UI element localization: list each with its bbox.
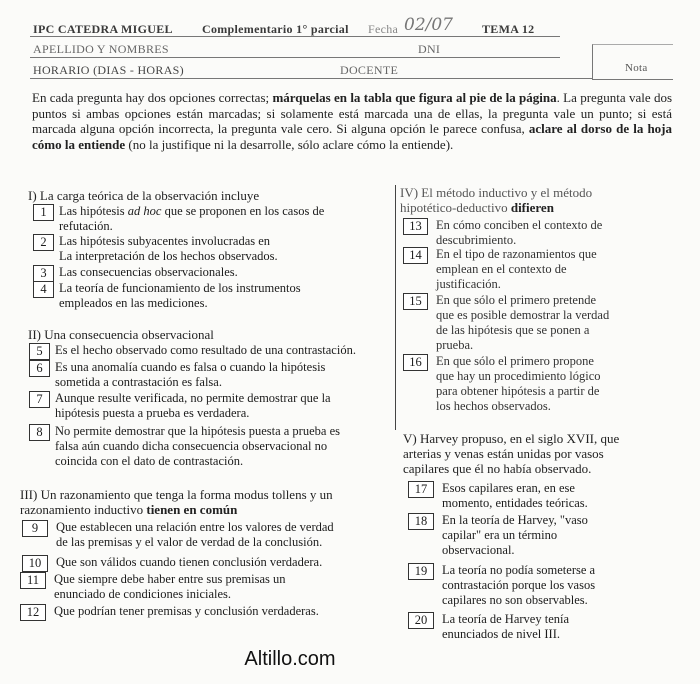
item-text: falsa aún cuando dicha consecuencia observacional no: [55, 439, 328, 453]
item-text: Es una anomalía cuando es falsa o cuando la hipótesis: [55, 360, 326, 374]
option-number[interactable]: 16: [403, 354, 428, 371]
item-text: Que podrían tener premisas y conclusión verdaderas.: [54, 604, 319, 618]
item-text: que se proponen en los casos de: [161, 204, 325, 218]
q5-title-line2: arterias y venas están unidas por vasos: [403, 446, 604, 461]
option-number[interactable]: 18: [408, 513, 434, 530]
item-text: Que son válidos cuando tienen conclusión verdadera.: [56, 555, 323, 569]
item-text: Es el hecho observado como resultado de una contrastación.: [55, 343, 356, 357]
header-fecha-value: 02/07: [404, 15, 453, 35]
item-text: emplean en el contexto de: [436, 262, 567, 276]
footer-site: Altillo.com: [244, 648, 336, 670]
q5-title: [403, 431, 619, 476]
item-text: La teoría de Harvey tenía: [442, 612, 570, 626]
option-number[interactable]: 19: [408, 563, 434, 580]
option-number[interactable]: 14: [403, 247, 428, 264]
item-text: Que siempre debe haber entre sus premisas un: [54, 572, 286, 586]
q3-title: [20, 487, 333, 517]
option-number[interactable]: 3: [33, 265, 54, 282]
option-number[interactable]: 4: [33, 281, 54, 298]
item-text: Las consecuencias observacionales.: [59, 265, 238, 279]
q3-title-line1: III) Un razonamiento que tenga la forma modus tollens y un: [20, 487, 333, 502]
option-number[interactable]: 6: [29, 360, 50, 377]
q3-title-line2: razonamiento inductivo: [20, 502, 147, 517]
option-number[interactable]: 9: [22, 520, 48, 537]
column-separator: [395, 185, 396, 430]
q4-title: [400, 185, 592, 215]
item-text: Aunque resulte verificada, no permite demostrar que la: [55, 391, 331, 405]
item-text: de las hipótesis que se ponen a: [436, 323, 590, 337]
item-text: para obtener hipótesis a partir de: [436, 384, 600, 398]
option-number[interactable]: 17: [408, 481, 434, 498]
option-number[interactable]: 2: [33, 234, 54, 251]
q4-title-bold: difieren: [510, 200, 554, 215]
item-text: enunciados de nivel III.: [442, 627, 561, 641]
option-number[interactable]: 13: [403, 218, 428, 235]
q1-title: I) La carga teórica de la observación incluye: [28, 188, 260, 203]
item-text: La teoría de funcionamiento de los instrumentos: [59, 281, 301, 295]
instructions: [32, 90, 672, 152]
docente-label: DOCENTE: [340, 63, 399, 77]
q2-title: II) Una consecuencia observacional: [28, 327, 214, 342]
q5-title-line3: capilares que él no había observado.: [403, 461, 592, 476]
item-text: En cómo conciben el contexto de: [436, 218, 603, 232]
item-text: prueba.: [436, 338, 474, 352]
item-text: contrastación porque los vasos: [442, 578, 596, 592]
item-text: capilares no son observables.: [442, 593, 588, 607]
item-text: Esos capilares eran, en ese: [442, 481, 575, 495]
item-text: Las hipótesis: [59, 204, 128, 218]
option-number[interactable]: 20: [408, 612, 434, 629]
item-text: enunciado de condiciones iniciales.: [54, 587, 232, 601]
item-text: coincida con el dato de contrastación.: [55, 454, 244, 468]
item-text: momento, entidades teóricas.: [442, 496, 588, 510]
item-text: La interpretación de los hechos observados.: [59, 249, 278, 263]
item-text: En que sólo el primero propone: [436, 354, 594, 368]
item-text: En el tipo de razonamientos que: [436, 247, 597, 261]
header-line-3: [30, 78, 592, 79]
item-text: de las premisas y el valor de verdad de la conclusión.: [56, 535, 323, 549]
item-text: los hechos observados.: [436, 399, 551, 413]
option-number[interactable]: 12: [20, 604, 46, 621]
option-number[interactable]: 10: [22, 555, 48, 572]
item-text: observacional.: [442, 543, 515, 557]
item-text: justificación.: [436, 277, 501, 291]
item-text: hipótesis puesta a prueba es verdadera.: [55, 406, 250, 420]
apellido-label: APELLIDO Y NOMBRES: [33, 42, 169, 56]
header-line-2: [30, 57, 560, 58]
item-text: que es posible demostrar la verdad: [436, 308, 610, 322]
item-text: En la teoría de Harvey, "vaso: [442, 513, 588, 527]
item-text: refutación.: [59, 219, 113, 233]
dni-label: DNI: [418, 42, 441, 56]
option-number[interactable]: 15: [403, 293, 428, 310]
option-number[interactable]: 7: [29, 391, 50, 408]
q4-title-line1: IV) El método inductivo y el método: [400, 185, 593, 200]
item-text: descubrimiento.: [436, 233, 517, 247]
option-number[interactable]: 8: [29, 424, 50, 441]
header-institution: IPC CATEDRA MIGUEL: [33, 22, 173, 36]
header-fecha-label: Fecha: [368, 22, 399, 36]
item-text: Que establecen una relación entre los valores de verdad: [56, 520, 334, 534]
item-text: capilar" era un término: [442, 528, 558, 542]
option-number[interactable]: 1: [33, 204, 54, 221]
q5-title-line1: V) Harvey propuso, en el siglo XVII, que: [403, 431, 620, 446]
horario-label: HORARIO (DIAS - HORAS): [33, 63, 184, 77]
option-number[interactable]: 11: [20, 572, 46, 589]
item-text: La teoría no podía someterse a: [442, 563, 596, 577]
item-text: No permite demostrar que la hipótesis puesta a prueba es: [55, 424, 340, 438]
option-number[interactable]: 5: [29, 343, 50, 360]
item-text: En que sólo el primero pretende: [436, 293, 597, 307]
header-exam: Complementario 1° parcial: [202, 22, 349, 36]
item-italic: ad hoc: [127, 204, 162, 218]
item-text: empleados en las mediciones.: [59, 296, 208, 310]
q3-title-bold: tienen en común: [146, 502, 238, 517]
instr-p1: En cada pregunta hay dos opciones correctas;: [32, 90, 273, 105]
instr-p2: . La pregunta vale dos puntos si ambas opciones están marcadas; si solamente está marcada una de ellas, la pregunta vale un punto; si está marcada alguna opción incorrecta, la pregunta vale cero. Si alguna opción le parece confusa,: [32, 90, 672, 137]
item-text: Las hipótesis subyacentes involucradas en: [59, 234, 271, 248]
instr-b1: márquelas en la tabla que figura al pie de la página: [272, 90, 557, 105]
header-line-1: [30, 36, 560, 37]
instr-p3: (no la justifique ni la desarrolle, sólo aclare cómo la entiende).: [125, 136, 454, 152]
header-tema: TEMA 12: [482, 22, 535, 36]
item-text: que hay un procedimiento lógico: [436, 369, 601, 383]
item-text: sometida a contrastación es falsa.: [55, 375, 222, 389]
q4-title-line2: hipotético-deductivo: [400, 200, 511, 215]
instr-b2: aclare al dorso de la hoja cómo la entiende: [32, 121, 673, 152]
nota-label: Nota: [625, 62, 648, 74]
